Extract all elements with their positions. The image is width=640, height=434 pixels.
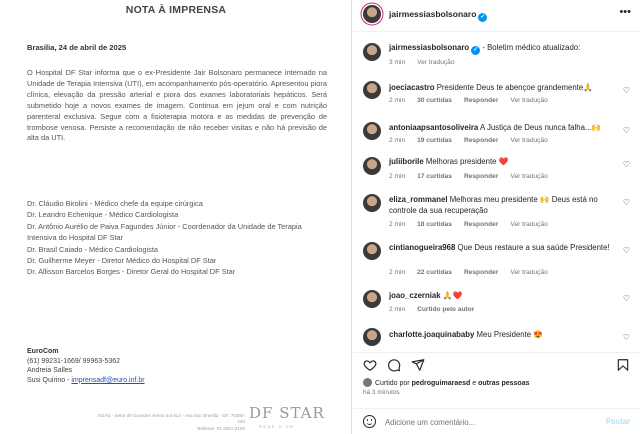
- caption-text: Boletim médico atualizado:: [487, 43, 581, 52]
- comment-text: Presidente Deus te abençoe grandemente🙏: [436, 83, 593, 92]
- comment-bubble-icon[interactable]: [387, 358, 401, 372]
- caption-username[interactable]: jairmessiasbolsonaro: [389, 43, 470, 52]
- reply-button[interactable]: Responder: [463, 97, 499, 104]
- comment-text: Melhoras meu presidente 🙌 Deus está no controle da sua recuperação: [389, 195, 598, 215]
- liked-by-suffix: e: [470, 380, 479, 387]
- contact-person-email: [27, 376, 145, 386]
- comment-time: 2 min: [389, 306, 406, 313]
- avatar[interactable]: [363, 122, 381, 140]
- avatar[interactable]: [363, 5, 381, 23]
- comment-input[interactable]: [385, 415, 585, 429]
- comment-username[interactable]: cintianogueira968: [389, 243, 456, 252]
- reply-button[interactable]: Responder: [463, 173, 499, 180]
- liked-by-others[interactable]: outras pessoas: [478, 380, 530, 387]
- doc-title: NOTA À IMPRENSA: [125, 4, 227, 16]
- like-heart-icon[interactable]: ♡: [622, 86, 630, 95]
- liker-avatar[interactable]: [363, 378, 372, 387]
- comments-panel: [353, 0, 640, 434]
- like-heart-icon[interactable]: ♡: [622, 198, 630, 207]
- doctor-item: Dr. Antônio Aurélio de Paiva Fagundes Júnior - Coordenador da Unidade de Terapia Intensiva do Hospital DF Star: [27, 221, 302, 243]
- press-contact: [27, 347, 145, 385]
- doc-footer: [95, 413, 245, 432]
- like-heart-icon[interactable]: ♡: [622, 294, 630, 303]
- caption-time: 3 min: [389, 59, 406, 66]
- translate-link[interactable]: Ver tradução: [510, 97, 548, 104]
- comment-username[interactable]: joao_czerniak: [389, 291, 441, 300]
- footer-address: SGAS - Setor de Grandes Áreas Sul 914 - Asa Sul, Brasília - DF, 70390-140: [97, 413, 245, 425]
- post-time-ago[interactable]: há 3 minutos: [363, 389, 400, 396]
- more-options-icon[interactable]: •••: [619, 6, 631, 18]
- reply-button[interactable]: Responder: [463, 269, 499, 276]
- translate-link[interactable]: Ver tradução: [510, 221, 548, 228]
- comment-likes[interactable]: 18 curtidas: [417, 221, 452, 228]
- translate-link[interactable]: Ver tradução: [510, 173, 548, 180]
- avatar[interactable]: [363, 242, 381, 260]
- translate-link[interactable]: Ver tradução: [510, 269, 548, 276]
- like-heart-icon[interactable]: [363, 358, 377, 372]
- comment-likes[interactable]: 30 curtidas: [417, 97, 452, 104]
- contact-person-name: Susi Quirino -: [27, 376, 72, 384]
- comment-username[interactable]: juliiborile: [389, 157, 424, 166]
- avatar[interactable]: [363, 43, 381, 61]
- translate-link[interactable]: Ver tradução: [417, 59, 455, 66]
- doctor-item: Dr. Leandro Echenique - Médico Cardiologista: [27, 210, 179, 220]
- reply-button[interactable]: Responder: [463, 137, 499, 144]
- comment-text: Meu Presidente 😍: [476, 330, 544, 339]
- comment-username[interactable]: eliza_rommanel: [389, 195, 448, 204]
- bookmark-save-icon[interactable]: [616, 358, 630, 372]
- comment-username[interactable]: charlotte.joaquinababy: [389, 330, 475, 339]
- post-caption: [353, 40, 640, 72]
- comment-text: A Justiça de Deus nunca falha...🙌: [480, 123, 602, 132]
- like-heart-icon[interactable]: ♡: [622, 333, 630, 342]
- contact-person: Andreia Salles: [27, 367, 73, 375]
- comment-time: 2 min: [389, 269, 406, 276]
- post-comment-button[interactable]: Postar: [605, 417, 630, 426]
- action-bar: [353, 352, 640, 374]
- reply-button[interactable]: Curtido pelo autor: [417, 306, 475, 313]
- contact-org: EuroCom: [27, 348, 59, 355]
- add-comment-bar: [353, 408, 640, 434]
- comment-username[interactable]: antoniaapsantosoliveira: [389, 123, 479, 132]
- comment-text: Que Deus restaure a sua saúde Presidente!: [457, 243, 610, 252]
- emoji-icon[interactable]: [363, 415, 376, 428]
- avatar[interactable]: [363, 81, 381, 99]
- reply-button[interactable]: Responder: [463, 221, 499, 228]
- doc-date: Brasília, 24 de abril de 2025: [27, 43, 127, 52]
- translate-link[interactable]: Ver tradução: [510, 137, 548, 144]
- doctor-item: Dr. Brasil Caiado - Médico Cardiologista: [27, 244, 159, 254]
- caption-separator: -: [480, 43, 488, 52]
- like-heart-icon[interactable]: ♡: [622, 160, 630, 169]
- share-send-icon[interactable]: [411, 358, 425, 372]
- comment-time: 2 min: [389, 221, 406, 228]
- avatar[interactable]: [363, 328, 381, 346]
- avatar[interactable]: [363, 290, 381, 308]
- header-username[interactable]: jairmessiasbolsonaro: [389, 9, 477, 19]
- comment-text: Melhoras presidente ❤️: [425, 157, 509, 166]
- df-star-logo-sub: REDE D'OR: [259, 424, 295, 429]
- comment-likes[interactable]: 19 curtidas: [417, 137, 452, 144]
- comment-time: 2 min: [389, 173, 406, 180]
- comment-likes[interactable]: 22 curtidas: [417, 269, 452, 276]
- doc-paragraph: O Hospital DF Star informa que o ex-Presidente Jair Bolsonaro permanece internado na Unidade de Terapia Intensiva (UTI), em acompanhamento pós-operatório. Apresentou piora clínica, elevação da pressão arterial e piora dos exames laboratoriais hepáticos. Será submetido hoje a novos exames de imagem. Continua em jejum oral e com nutrição parenteral exclusiva. Segue com a fisioterapia motora e as medidas de prevenção de trombose venosa. Persiste a recomendação de não receber visitas e não há previsão de alta da UTI.: [27, 68, 327, 143]
- comment-time: 2 min: [389, 137, 406, 144]
- post-header: [353, 0, 640, 32]
- avatar[interactable]: [363, 157, 381, 175]
- liked-by-user[interactable]: pedroguimaraesd: [411, 380, 471, 387]
- like-heart-icon[interactable]: ♡: [622, 126, 630, 135]
- doctor-item: Dr. Allisson Barcelos Borges - Diretor Geral do Hospital DF Star: [27, 267, 236, 277]
- comment-username[interactable]: joeciacastro: [389, 83, 435, 92]
- contact-email-link[interactable]: imprensadf@euro.inf.br: [71, 376, 145, 384]
- comment-text: 🙏❤️: [442, 291, 463, 300]
- doctor-item: Dr. Guilherme Meyer - Diretor Médico do Hospital DF Star: [27, 256, 217, 266]
- liked-by-line: [363, 378, 529, 387]
- doctor-item: Dr. Cláudio Birolini - Médico chefe da equipe cirúrgica: [27, 199, 203, 208]
- doctor-list: [27, 198, 327, 278]
- verified-icon: ✓: [473, 47, 479, 53]
- df-star-logo: DF STAR: [249, 404, 325, 422]
- comment-time: 2 min: [389, 97, 406, 104]
- avatar[interactable]: [363, 194, 381, 212]
- contact-phones: (61) 99231-1669/ 99963-5362: [27, 357, 121, 365]
- like-heart-icon[interactable]: ♡: [622, 246, 630, 255]
- verified-icon: ✓: [480, 14, 486, 20]
- liked-by-prefix: Curtido por: [375, 380, 412, 387]
- comment-likes[interactable]: 17 curtidas: [417, 173, 452, 180]
- footer-phone: Telefone: 61 3251-3100: [196, 425, 245, 431]
